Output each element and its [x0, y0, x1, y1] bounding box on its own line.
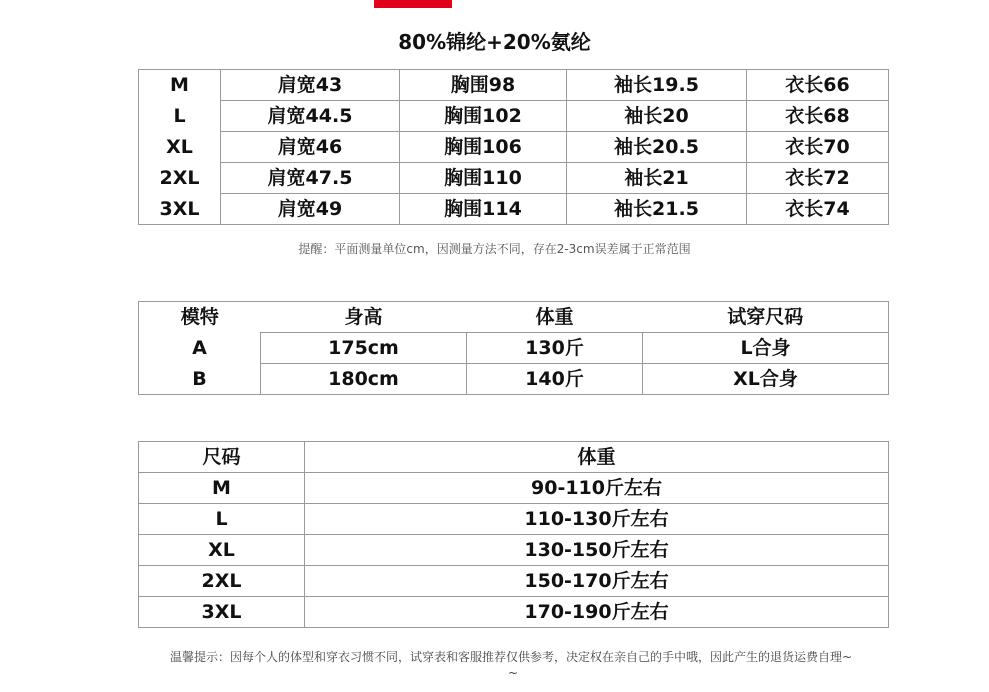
shoulder-cell: 肩宽43 [221, 70, 400, 101]
weight-cell: 130斤 [467, 333, 643, 364]
height-cell: 175cm [261, 333, 467, 364]
sleeve-cell: 袖长20.5 [567, 132, 747, 163]
size-label: XL [139, 535, 305, 566]
table-header-row [139, 442, 889, 473]
height-cell: 180cm [261, 364, 467, 395]
table-row [139, 194, 889, 225]
size-chart-table [138, 69, 889, 225]
size-label: 3XL [139, 597, 305, 628]
table-row [139, 101, 889, 132]
table-row [139, 535, 889, 566]
fit-size-cell: XL合身 [643, 364, 889, 395]
table-row [139, 597, 889, 628]
size-label: 2XL [139, 566, 305, 597]
size-label: 2XL [139, 163, 221, 194]
header-fit-size: 试穿尺码 [643, 302, 889, 333]
size-label: M [139, 473, 305, 504]
table-row [139, 132, 889, 163]
weight-cell: 140斤 [467, 364, 643, 395]
fit-size-cell: L合身 [643, 333, 889, 364]
table-row [139, 364, 889, 395]
header-model: 模特 [139, 302, 261, 333]
length-cell: 衣长68 [747, 101, 889, 132]
size-label: L [139, 101, 221, 132]
size-label: XL [139, 132, 221, 163]
measurement-note: 提醒：平面测量单位cm，因测量方法不同，存在2-3cm误差属于正常范围 [298, 242, 691, 256]
length-cell: 衣长74 [747, 194, 889, 225]
length-cell: 衣长66 [747, 70, 889, 101]
sleeve-cell: 袖长19.5 [567, 70, 747, 101]
table-header-row [139, 302, 889, 333]
model-fit-table [138, 301, 889, 395]
chest-cell: 胸围102 [400, 101, 567, 132]
chest-cell: 胸围98 [400, 70, 567, 101]
sleeve-cell: 袖长20 [567, 101, 747, 132]
weight-range-cell: 90-110斤左右 [305, 473, 889, 504]
shoulder-cell: 肩宽47.5 [221, 163, 400, 194]
weight-range-cell: 110-130斤左右 [305, 504, 889, 535]
size-label: L [139, 504, 305, 535]
shoulder-cell: 肩宽49 [221, 194, 400, 225]
shoulder-cell: 肩宽44.5 [221, 101, 400, 132]
header-size: 尺码 [139, 442, 305, 473]
length-cell: 衣长70 [747, 132, 889, 163]
chest-cell: 胸围106 [400, 132, 567, 163]
table-row [139, 473, 889, 504]
header-height: 身高 [261, 302, 467, 333]
footer-note: 温馨提示：因每个人的体型和穿衣习惯不同，试穿表和客服推荐仅供参考，决定权在亲自己的手中哦，因此产生的退货运费自理~ [169, 650, 853, 664]
model-label: A [139, 333, 261, 364]
footer-tilde: ~ [508, 666, 519, 680]
header-weight: 体重 [305, 442, 889, 473]
table-row [139, 70, 889, 101]
chest-cell: 胸围114 [400, 194, 567, 225]
table-row [139, 504, 889, 535]
top-title-cropped [370, 0, 456, 11]
size-label: 3XL [139, 194, 221, 225]
weight-range-cell: 170-190斤左右 [305, 597, 889, 628]
table-row [139, 566, 889, 597]
model-label: B [139, 364, 261, 395]
table-row [139, 333, 889, 364]
weight-guide-table [138, 441, 889, 628]
red-highlight-block [374, 0, 452, 8]
header-weight: 体重 [467, 302, 643, 333]
weight-range-cell: 130-150斤左右 [305, 535, 889, 566]
sleeve-cell: 袖长21.5 [567, 194, 747, 225]
chest-cell: 胸围110 [400, 163, 567, 194]
shoulder-cell: 肩宽46 [221, 132, 400, 163]
size-label: M [139, 70, 221, 101]
table-row [139, 163, 889, 194]
material-composition: 80%锦纶+20%氨纶 [398, 30, 591, 54]
sleeve-cell: 袖长21 [567, 163, 747, 194]
weight-range-cell: 150-170斤左右 [305, 566, 889, 597]
length-cell: 衣长72 [747, 163, 889, 194]
